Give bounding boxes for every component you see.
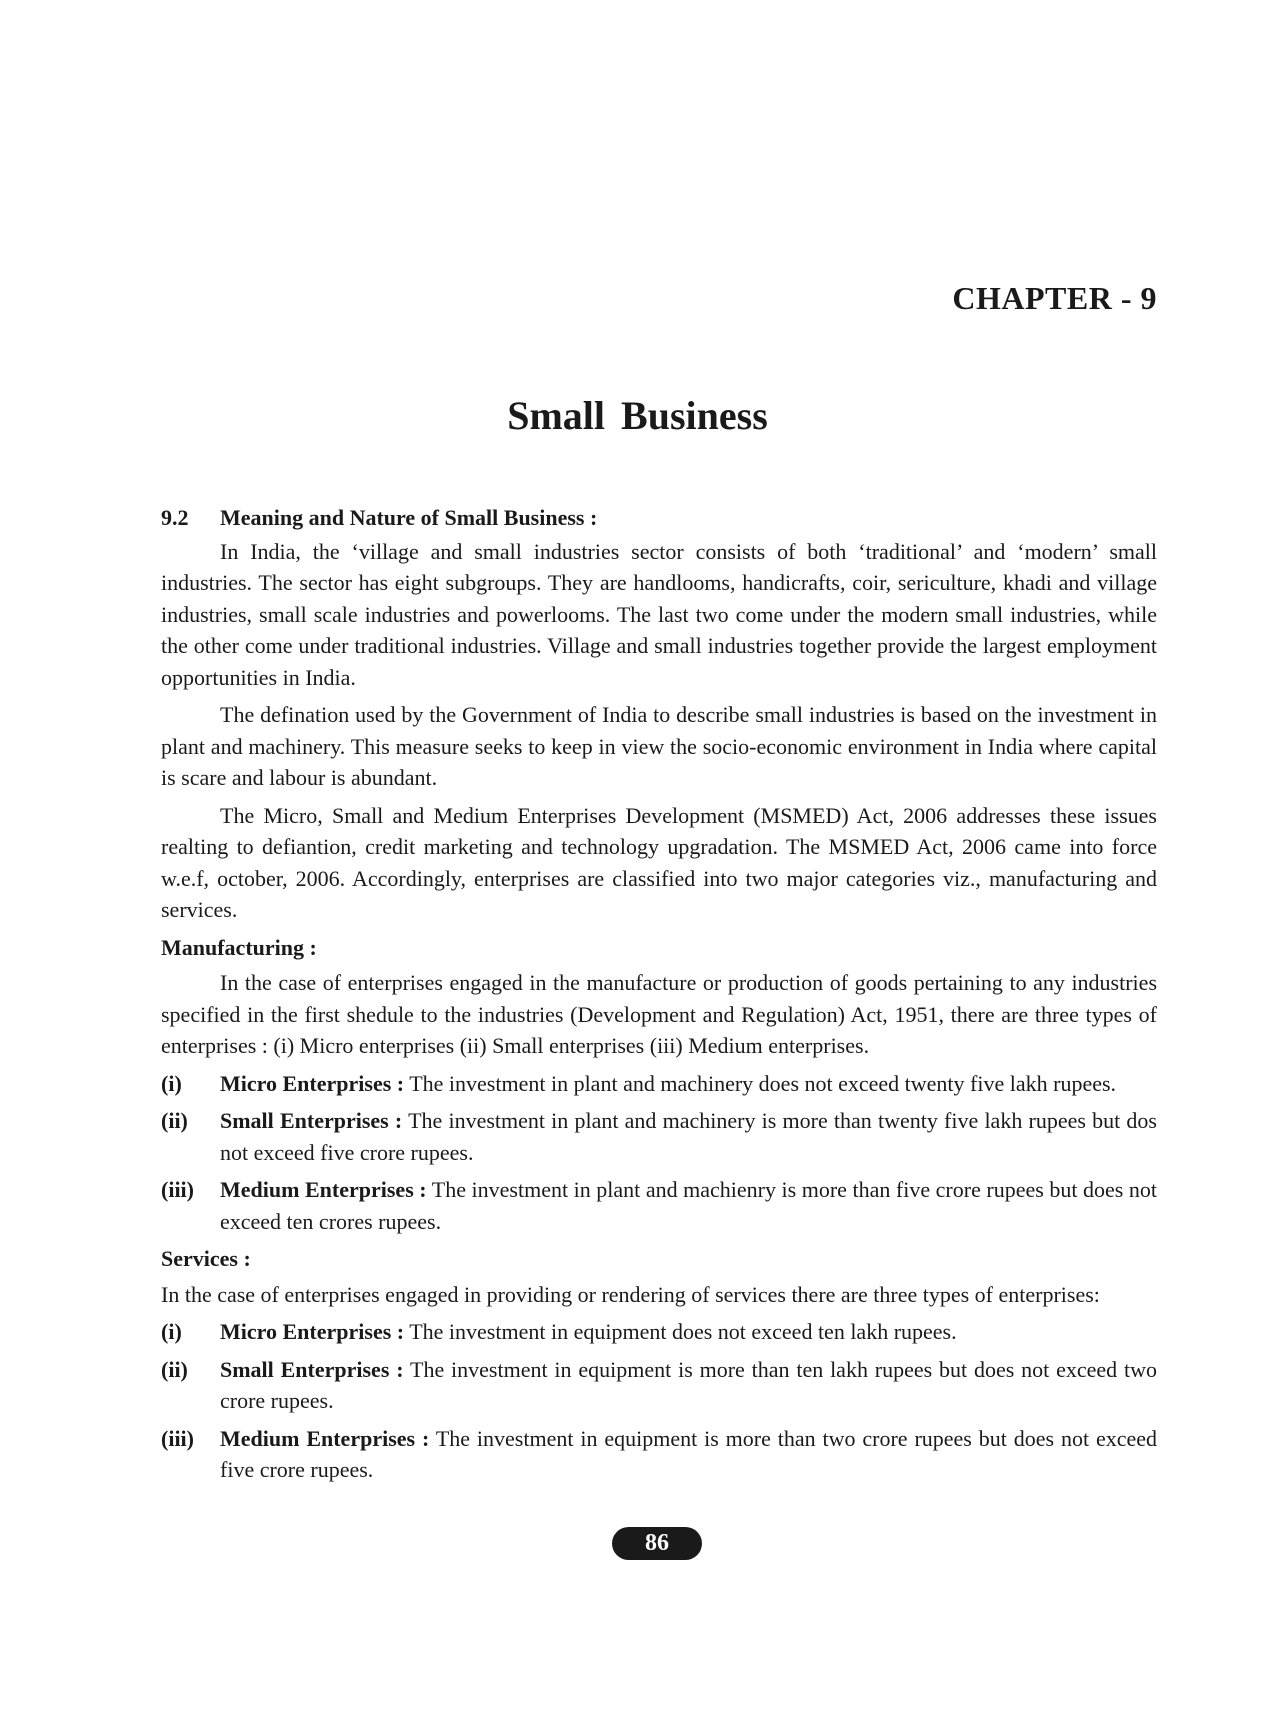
section-title: Meaning and Nature of Small Business :: [220, 505, 598, 530]
list-marker: (iii): [161, 1177, 194, 1202]
list-item: [161, 1354, 1157, 1417]
list-marker: (ii): [161, 1356, 188, 1382]
list-text: The investment in plant and machinery is more than twenty five lakh rupees but dos not exceed five crore rupees.: [220, 1108, 1157, 1165]
section-heading: [161, 502, 1157, 534]
list-marker: (iii): [161, 1425, 194, 1451]
page-number-badge: 86: [612, 1527, 702, 1560]
paragraph: The Micro, Small and Medium Enterprises Development (MSMED) Act, 2006 addresses these issues realting to defiantion, credit marketing and technology upgradation. The MSMED Act, 2006 came into force w.e.f, october, 2006. Accordingly, enterprises are classified into two major categories viz., manufacturing and services.: [161, 802, 1157, 922]
list-term: Micro Enterprises :: [220, 1319, 405, 1344]
list-term: Small Enterprises :: [220, 1356, 404, 1382]
list-term: Micro Enterprises :: [220, 1070, 405, 1096]
list-term: Medium Enterprises :: [220, 1177, 427, 1202]
services-intro: In the case of enterprises engaged in providing or rendering of services there are three types of enterprises:: [161, 1281, 1100, 1307]
manufacturing-intro: In the case of enterprises engaged in the manufacture or production of goods pertaining to any industries specified in the first shedule to the industries (Development and Regulation) Act, 1951, there are three types of enterprises : (i) Micro enterprises (ii) Small enterprises (iii) Medium enterprises.: [161, 970, 1157, 1058]
list-item: [161, 1316, 1157, 1348]
list-item: [161, 1105, 1157, 1168]
list-body: [220, 1105, 1157, 1168]
paragraph: The defination used by the Government of India to describe small industries is based on the investment in plant and machinery. This measure seeks to keep in view the socio-economic environment in India where capital is scare and labour is abundant.: [161, 702, 1157, 790]
chapter-label: CHAPTER - 9: [952, 280, 1157, 316]
list-marker: (i): [161, 1070, 182, 1096]
services-heading: Services :: [161, 1246, 251, 1271]
list-text: The investment in plant and machinery does not exceed twenty five lakh rupees.: [409, 1070, 1117, 1096]
paragraph: In India, the ‘village and small industries sector consists of both ‘traditional’ and ‘modern’ small industries. The sector has eight subgroups. They are handlooms, handicrafts, coir, sericulture, khadi and village industries, small scale industries and powerlooms. The last two come under the modern small industries, while the other come under traditional industries. Village and small industries together provide the largest employment opportunities in India.: [161, 538, 1157, 690]
list-term: Medium Enterprises :: [220, 1425, 430, 1451]
list-item: [161, 1174, 1157, 1237]
list-text: The investment in equipment is more than two crore rupees but does not exceed five crore rupees.: [220, 1425, 1158, 1482]
page-content: [161, 502, 1157, 1492]
list-item: [161, 1423, 1157, 1486]
chapter-title: Small Business: [507, 393, 768, 438]
list-marker: (ii): [161, 1108, 188, 1133]
list-item: [161, 1068, 1157, 1100]
list-text: The investment in plant and machienry is more than five crore rupees but does not exceed ten crores rupees.: [220, 1177, 1157, 1234]
list-body: [220, 1068, 1157, 1100]
list-marker: (i): [161, 1319, 182, 1344]
list-body: [220, 1423, 1157, 1486]
list-text: The investment in equipment is more than ten lakh rupees but does not exceed two crore rupees.: [220, 1356, 1157, 1413]
manufacturing-heading: Manufacturing :: [161, 934, 317, 960]
list-text: The investment in equipment does not exceed ten lakh rupees.: [409, 1319, 957, 1344]
list-body: [220, 1316, 1157, 1348]
section-number: 9.2: [161, 505, 189, 530]
list-body: [220, 1354, 1157, 1417]
list-body: [220, 1174, 1157, 1237]
list-term: Small Enterprises :: [220, 1108, 403, 1133]
